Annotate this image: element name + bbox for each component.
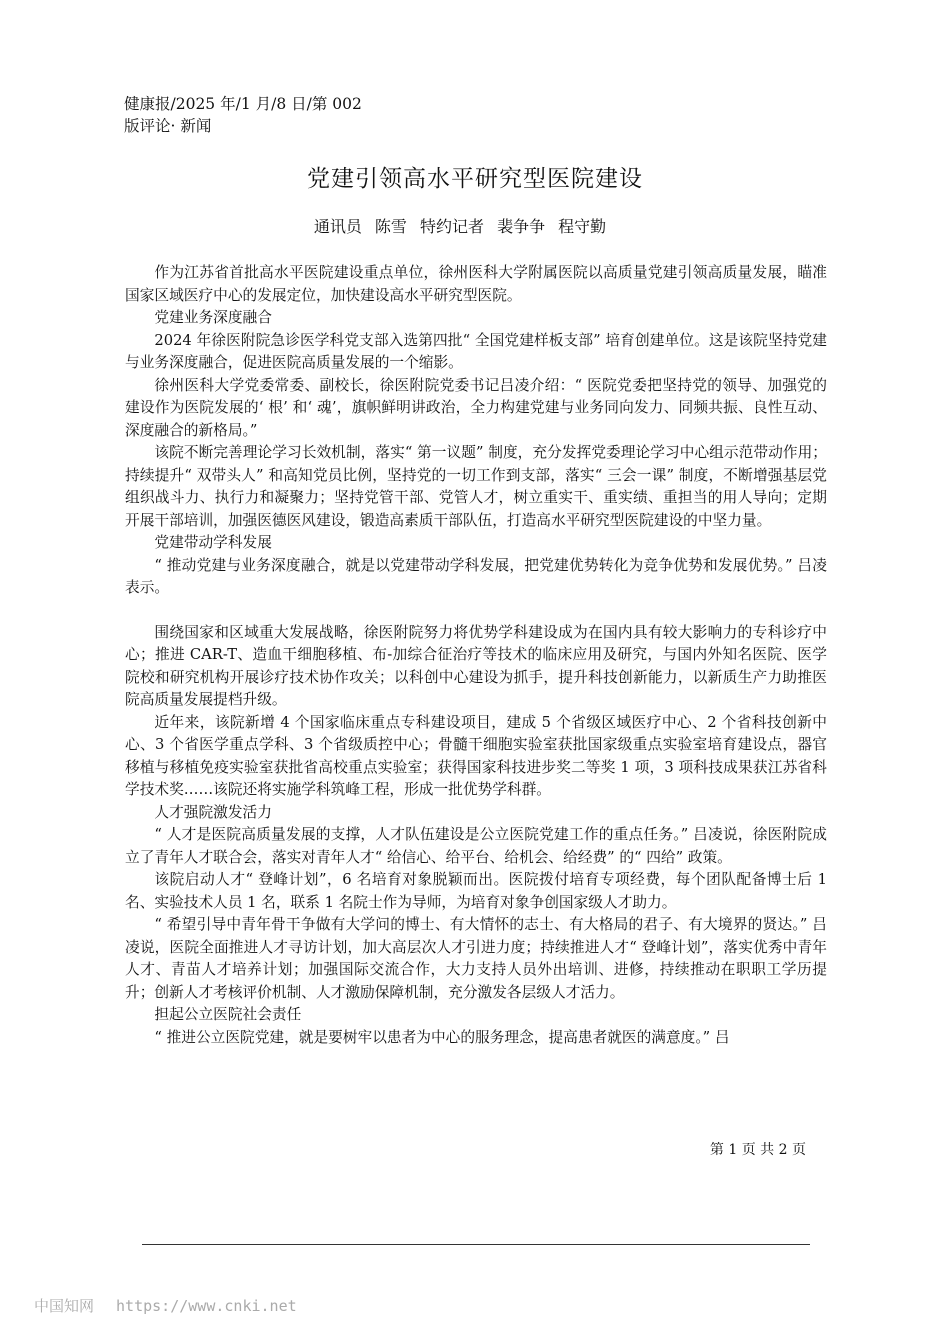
section-heading: 担起公立医院社会责任 bbox=[154, 1006, 302, 1023]
page-indicator: 第 1 页 共 2 页 bbox=[709, 1142, 806, 1158]
article-byline: 通讯员 陈雪 特约记者 裴争争 程守勤 bbox=[313, 217, 607, 236]
paragraph: 该院启动人才“ 登峰计划”，6 名培育对象脱颖而出。医院拨付培育专项经费，每个团队配备博士后 1 名、实验技术人员 1 名，联系 1 名院士作为导师，为培育对象争创国家级人才助力。 bbox=[125, 871, 827, 911]
source-line-2: 版评论· 新闻 bbox=[124, 117, 212, 135]
watermark-name: 中国知网 bbox=[34, 1297, 95, 1315]
paragraph: 近年来，该院新增 4 个国家临床重点专科建设项目，建成 5 个省级区域医疗中心、2 个省科技创新中心、3 个省医学重点学科、3 个省级质控中心；骨髓干细胞实验室获批国家级重点实验室培育建设点，器官移植与移植免疫实验室获批省高校重点实验室；获得国家科技进步奖二等奖 1 项，3 项科技成果获江苏省科学技术奖……该院还将实施学科筑峰工程，形成一批优势学科群。 bbox=[125, 713, 827, 798]
paragraph: “ 推进公立医院党建，就是要树牢以患者为中心的服务理念，提高患者就医的满意度。” 吕 bbox=[154, 1028, 730, 1046]
section-heading: 党建带动学科发展 bbox=[154, 534, 272, 551]
section-heading: 党建业务深度融合 bbox=[154, 309, 272, 326]
paragraph: “ 希望引导中青年骨干争做有大学问的博士、有大情怀的志士、有大格局的君子、有大境界的贤达。” 吕凌说，医院全面推进人才寻访计划，加大高层次人才引进力度；持续推进人才“ 登峰计划”，落实优秀中青年人才、青苗人才培养计划；加强国际交流合作，大力支持人员外出培训、进修，持续推动在职职工学历提升；创新人才考核评价机制、人才激励保障机制，充分激发各层级人才活力。 bbox=[125, 916, 827, 1001]
paragraph: 围绕国家和区域重大发展战略，徐医附院努力将优势学科建设成为在国内具有较大影响力的专科诊疗中心；推进 CAR-T、造血干细胞移植、布-加综合征治疗等技术的临床应用及研究，与国内外知名医院、医学院校和研究机构开展诊疗技术协作攻关；以科创中心建设为抓手，提升科技创新能力，以新质生产力助推医院高质量发展提档升级。 bbox=[125, 623, 827, 708]
watermark bbox=[34, 1295, 297, 1316]
article-title: 党建引领高水平研究型医院建设 bbox=[307, 166, 643, 192]
section-heading: 人才强院激发活力 bbox=[154, 803, 272, 821]
paragraph: “ 推动党建与业务深度融合，就是以党建带动学科发展，把党建优势转化为竞争优势和发展优势。” 吕凌表示。 bbox=[125, 556, 827, 596]
paragraph: 2024 年徐医附院急诊医学科党支部入选第四批“ 全国党建样板支部” 培育创建单位。这是该院坚持党建与业务深度融合，促进医院高质量发展的一个缩影。 bbox=[125, 331, 827, 371]
source-info bbox=[124, 93, 824, 137]
footer-divider bbox=[142, 1244, 810, 1245]
watermark-url[interactable]: https://www.cnki.net bbox=[116, 1297, 297, 1315]
paragraph: 作为江苏省首批高水平医院建设重点单位，徐州医科大学附属医院以高质量党建引领高质量发展，瞄准国家区域医疗中心的发展定位，加快建设高水平研究型医院。 bbox=[125, 264, 827, 304]
paragraph: 该院不断完善理论学习长效机制，落实“ 第一议题” 制度，充分发挥党委理论学习中心组示范带动作用；持续提升“ 双带头人” 和高知党员比例，坚持党的一切工作到支部，落实“ 三会一课” 制度，不断增强基层党组织战斗力、执行力和凝聚力；坚持党管干部、党管人才，树立重实干、重实绩、重担当的用人导向；定期开展干部培训，加强医德医风建设，锻造高素质干部队伍，打造高水平研究型医院建设的中坚力量。 bbox=[125, 444, 827, 529]
paragraph: 徐州医科大学党委常委、副校长，徐医附院党委书记吕凌介绍：“ 医院党委把坚持党的领导、加强党的建设作为医院发展的‘ 根’ 和‘ 魂’，旗帜鲜明讲政治，全力构建党建与业务同向发力、同频共振、良性互动、深度融合的新格局。” bbox=[125, 376, 827, 439]
source-line-1: 健康报/2025 年/1 月/8 日/第 002 bbox=[124, 95, 362, 113]
article-body bbox=[125, 262, 827, 1049]
paragraph: “ 人才是医院高质量发展的支撑，人才队伍建设是公立医院党建工作的重点任务。” 吕凌说，徐医附院成立了青年人才联合会，落实对青年人才“ 给信心、给平台、给机会、给经费” 的“ 四给” 政策。 bbox=[125, 826, 827, 866]
